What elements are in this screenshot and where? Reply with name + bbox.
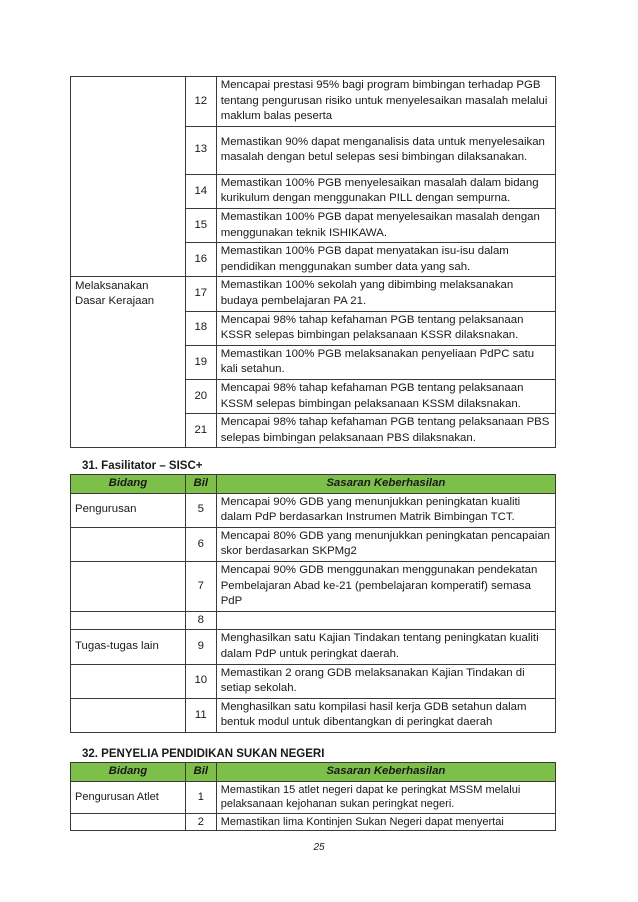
table-row (71, 345, 556, 379)
table-row (71, 77, 556, 127)
sasaran-cell: Mencapai 98% tahap kefahaman PGB tentang pelaksanaan KSSM selepas bimbingan pelaksanaan KSSM dilaksnakan. (216, 379, 555, 413)
bidang-cell (71, 813, 186, 831)
table-row (71, 561, 556, 611)
sasaran-cell: Memastikan 100% PGB menyelesaikan masalah dalam bidang kurikulum dengan menggunakan PILL dengan sempurna. (216, 174, 555, 208)
sasaran-cell: Mencapai 98% tahap kefahaman PGB tentang pelaksanaan KSSR selepas bimbingan pelaksanaan KSSR dilaksnakan. (216, 311, 555, 345)
header-bidang: Bidang (71, 763, 186, 782)
bil-cell: 1 (185, 781, 216, 813)
section-title: 32. PENYELIA PENDIDIKAN SUKAN NEGERI (82, 748, 325, 760)
bil-cell: 21 (185, 414, 216, 448)
bidang-cell (71, 379, 186, 413)
table-row (71, 493, 556, 527)
bil-cell: 10 (185, 664, 216, 698)
bidang-cell: Tugas-tugas lain (71, 630, 186, 664)
sasaran-cell: Mencapai 80% GDB yang menunjukkan peningkatan pencapaian skor berdasarkan SKPMg2 (216, 527, 555, 561)
bil-cell: 12 (185, 77, 216, 127)
bidang-cell: Pengurusan Atlet (71, 781, 186, 813)
sasaran-cell: Menghasilkan satu kompilasi hasil kerja GDB setahun dalam bentuk modul untuk dibentangkan di peringkat daerah (216, 698, 555, 732)
table-row (71, 243, 556, 277)
section-title: 31. Fasilitator – SISC+ (82, 460, 203, 472)
sasaran-cell: Memastikan 90% dapat menganalisis data untuk menyelesaikan masalah dengan betul selepas sesi bimbingan dilaksanakan. (216, 126, 555, 174)
bil-cell: 7 (185, 561, 216, 611)
targets-table-continued (70, 76, 556, 448)
bil-cell: 13 (185, 126, 216, 174)
targets-table-sukan (70, 762, 556, 831)
bil-cell: 2 (185, 813, 216, 831)
bidang-cell (71, 243, 186, 277)
table-row (71, 379, 556, 413)
bidang-cell (71, 414, 186, 448)
bil-cell: 18 (185, 311, 216, 345)
sasaran-cell: Mencapai 90% GDB menggunakan menggunakan pendekatan Pembelajaran Abad ke-21 (pembelajaran komperatif) semasa PdP (216, 561, 555, 611)
header-bil: Bil (185, 763, 216, 782)
bil-cell: 15 (185, 208, 216, 242)
bidang-cell (71, 311, 186, 345)
bil-cell: 20 (185, 379, 216, 413)
bidang-cell (71, 345, 186, 379)
bidang-cell: Pengurusan (71, 493, 186, 527)
bidang-cell (71, 77, 186, 127)
sasaran-cell: Memastikan 100% PGB dapat menyatakan isu-isu dalam pendidikan menggunakan sumber data yang sah. (216, 243, 555, 277)
table-row (71, 414, 556, 448)
sasaran-cell: Mencapai 90% GDB yang menunjukkan peningkatan kualiti dalam PdP berdasarkan Instrumen Matrik Bimbingan TCT. (216, 493, 555, 527)
table-row (71, 527, 556, 561)
bil-cell: 17 (185, 277, 216, 311)
header-bidang: Bidang (71, 475, 186, 494)
bidang-cell (71, 611, 186, 630)
sasaran-cell: Memastikan 15 atlet negeri dapat ke peringkat MSSM melalui pelaksanaan kejohanan sukan peringkat negeri. (216, 781, 555, 813)
bil-cell: 6 (185, 527, 216, 561)
page-number: 25 (313, 842, 325, 853)
bidang-cell: Melaksanakan Dasar Kerajaan (71, 277, 186, 311)
sasaran-cell: Menghasilkan satu Kajian Tindakan tentang peningkatan kualiti dalam PdP untuk peringkat daerah. (216, 630, 555, 664)
bil-cell: 11 (185, 698, 216, 732)
table-row (71, 277, 556, 311)
bidang-cell (71, 174, 186, 208)
header-sasaran: Sasaran Keberhasilan (216, 763, 555, 782)
bil-cell: 19 (185, 345, 216, 379)
table-row (71, 813, 556, 831)
bil-cell: 14 (185, 174, 216, 208)
table-header-row (71, 475, 556, 494)
bidang-cell (71, 527, 186, 561)
bil-cell: 8 (185, 611, 216, 630)
bidang-cell (71, 126, 186, 174)
sasaran-cell: Memastikan 100% PGB melaksanakan penyeliaan PdPC satu kali setahun. (216, 345, 555, 379)
bil-cell: 16 (185, 243, 216, 277)
sasaran-cell (216, 611, 555, 630)
table-row (71, 611, 556, 630)
table-row (71, 630, 556, 664)
header-sasaran: Sasaran Keberhasilan (216, 475, 555, 494)
sasaran-cell: Mencapai prestasi 95% bagi program bimbingan terhadap PGB tentang pengurusan risiko untuk menyelesaikan masalah melalui maklum balas peserta (216, 77, 555, 127)
bil-cell: 9 (185, 630, 216, 664)
header-bil: Bil (185, 475, 216, 494)
bidang-cell (71, 208, 186, 242)
sasaran-cell: Memastikan 100% PGB dapat menyelesaikan masalah dengan menggunakan teknik ISHIKAWA. (216, 208, 555, 242)
table-row (71, 781, 556, 813)
targets-table-sisc (70, 474, 556, 733)
table-row (71, 126, 556, 174)
sasaran-cell: Memastikan 100% sekolah yang dibimbing melaksanakan budaya pembelajaran PA 21. (216, 277, 555, 311)
bil-cell: 5 (185, 493, 216, 527)
table-row (71, 311, 556, 345)
table-header-row (71, 763, 556, 782)
sasaran-cell: Mencapai 98% tahap kefahaman PGB tentang pelaksanaan PBS selepas bimbingan pelaksanaan PBS dilaksnakan. (216, 414, 555, 448)
bidang-cell (71, 698, 186, 732)
sasaran-cell: Memastikan 2 orang GDB melaksanakan Kajian Tindakan di setiap sekolah. (216, 664, 555, 698)
table-row (71, 174, 556, 208)
table-row (71, 664, 556, 698)
bidang-cell (71, 561, 186, 611)
table-row (71, 698, 556, 732)
bidang-cell (71, 664, 186, 698)
sasaran-cell: Memastikan lima Kontinjen Sukan Negeri dapat menyertai (216, 813, 555, 831)
table-row (71, 208, 556, 242)
